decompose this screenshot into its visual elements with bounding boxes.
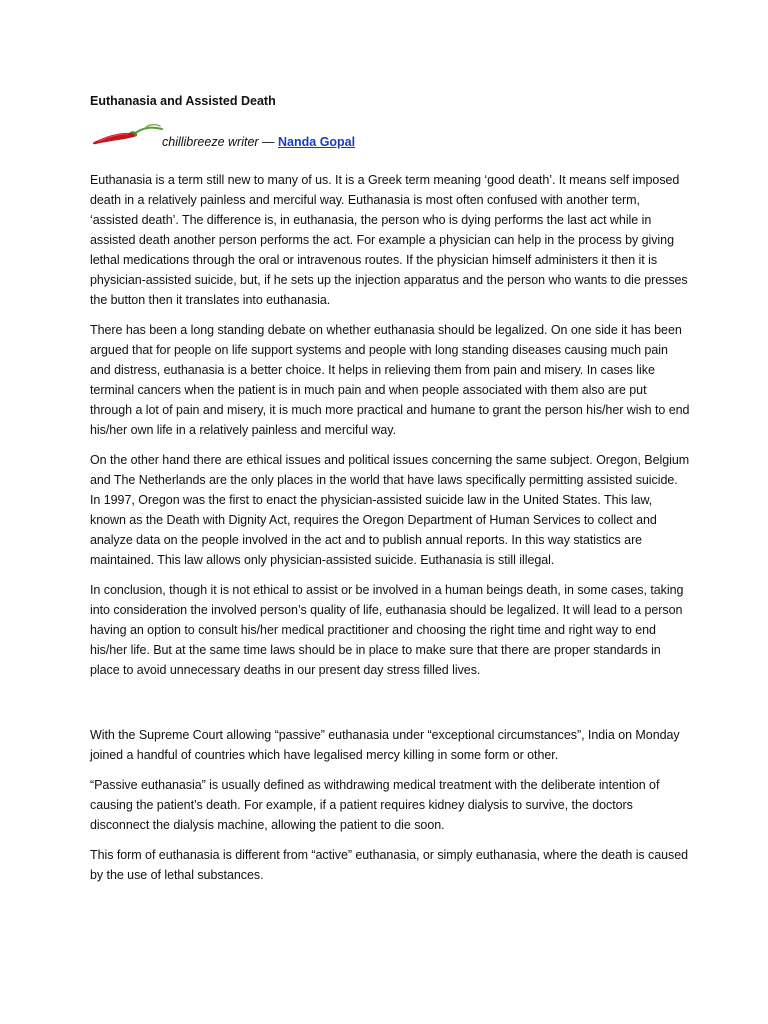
paragraph-passive-euthanasia: “Passive euthanasia” is usually defined as withdrawing medical treatment with the deliberate intention of causing the patient’s death. For example, if a patient requires kidney dialysis to survive, the doctors disconnect the dialysis machine, allowing the patient to die soon. [90, 778, 660, 832]
chilli-pepper-icon [90, 120, 166, 154]
byline-writer-label: chillibreeze writer — [162, 135, 275, 149]
document-page [90, 92, 690, 895]
byline-text [162, 133, 355, 151]
author-link[interactable]: Nanda Gopal [278, 135, 356, 149]
paragraph-debate: There has been a long standing debate on whether euthanasia should be legalized. On one side it has been argued that for people on life support systems and people with long standing diseases causing much pain and distress, euthanasia is a better choice. It helps in relieving them from pain and misery. In cases like terminal cancers when the patient is in much pain and when people associated with them also are put through a lot of pain and misery, it is much more practical and humane to grant the person his/her wish to end his/her own life in a relatively painless and merciful way. [90, 323, 690, 437]
paragraph-conclusion: In conclusion, though it is not ethical to assist or be involved in a human beings death, in some cases, taking into consideration the involved person’s quality of life, euthanasia should be legalized. It will lead to a person having an option to consult his/her medical practitioner and choosing the right time and right way to end his/her life. But at the same time laws should be in place to make sure that there are proper standards in place to avoid unnecessary deaths in our present day stress filled lives. [90, 583, 684, 677]
section-gap [90, 690, 690, 725]
byline [90, 120, 690, 156]
paragraph-active-euthanasia: This form of euthanasia is different from “active” euthanasia, or simply euthanasia, where the death is caused by the use of lethal substances. [90, 848, 689, 882]
paragraph-ethics: On the other hand there are ethical issues and political issues concerning the same subject. Oregon, Belgium and The Netherlands are the only places in the world that have laws specifically permitting assisted suicide. In 1997, Oregon was the first to enact the physician-assisted suicide law in the United States. This law, known as the Death with Dignity Act, requires the Oregon Department of Human Services to collect and analyze data on the people involved in the act and to publish annual reports. In this way statistics are maintained. This law allows only physician-assisted suicide. Euthanasia is still illegal. [90, 453, 690, 567]
paragraph-definition: Euthanasia is a term still new to many of us. It is a Greek term meaning ‘good death’. It means self imposed death in a relatively painless and merciful way. Euthanasia is most often confused with another term, ‘assisted death’. The difference is, in euthanasia, the person who is dying performs the last act while in assisted death another person performs the act. For example a physician can help in the process by giving lethal medications through the oral or intravenous routes. If the physician himself administers it then it is physician-assisted suicide, but, if he sets up the injection apparatus and the person who wants to die presses the button then it translates into euthanasia. [90, 173, 688, 307]
document-title: Euthanasia and Assisted Death [90, 94, 276, 108]
paragraph-supreme-court: With the Supreme Court allowing “passive” euthanasia under “exceptional circumstances”, India on Monday joined a handful of countries which have legalised mercy killing in some form or other. [90, 728, 680, 762]
